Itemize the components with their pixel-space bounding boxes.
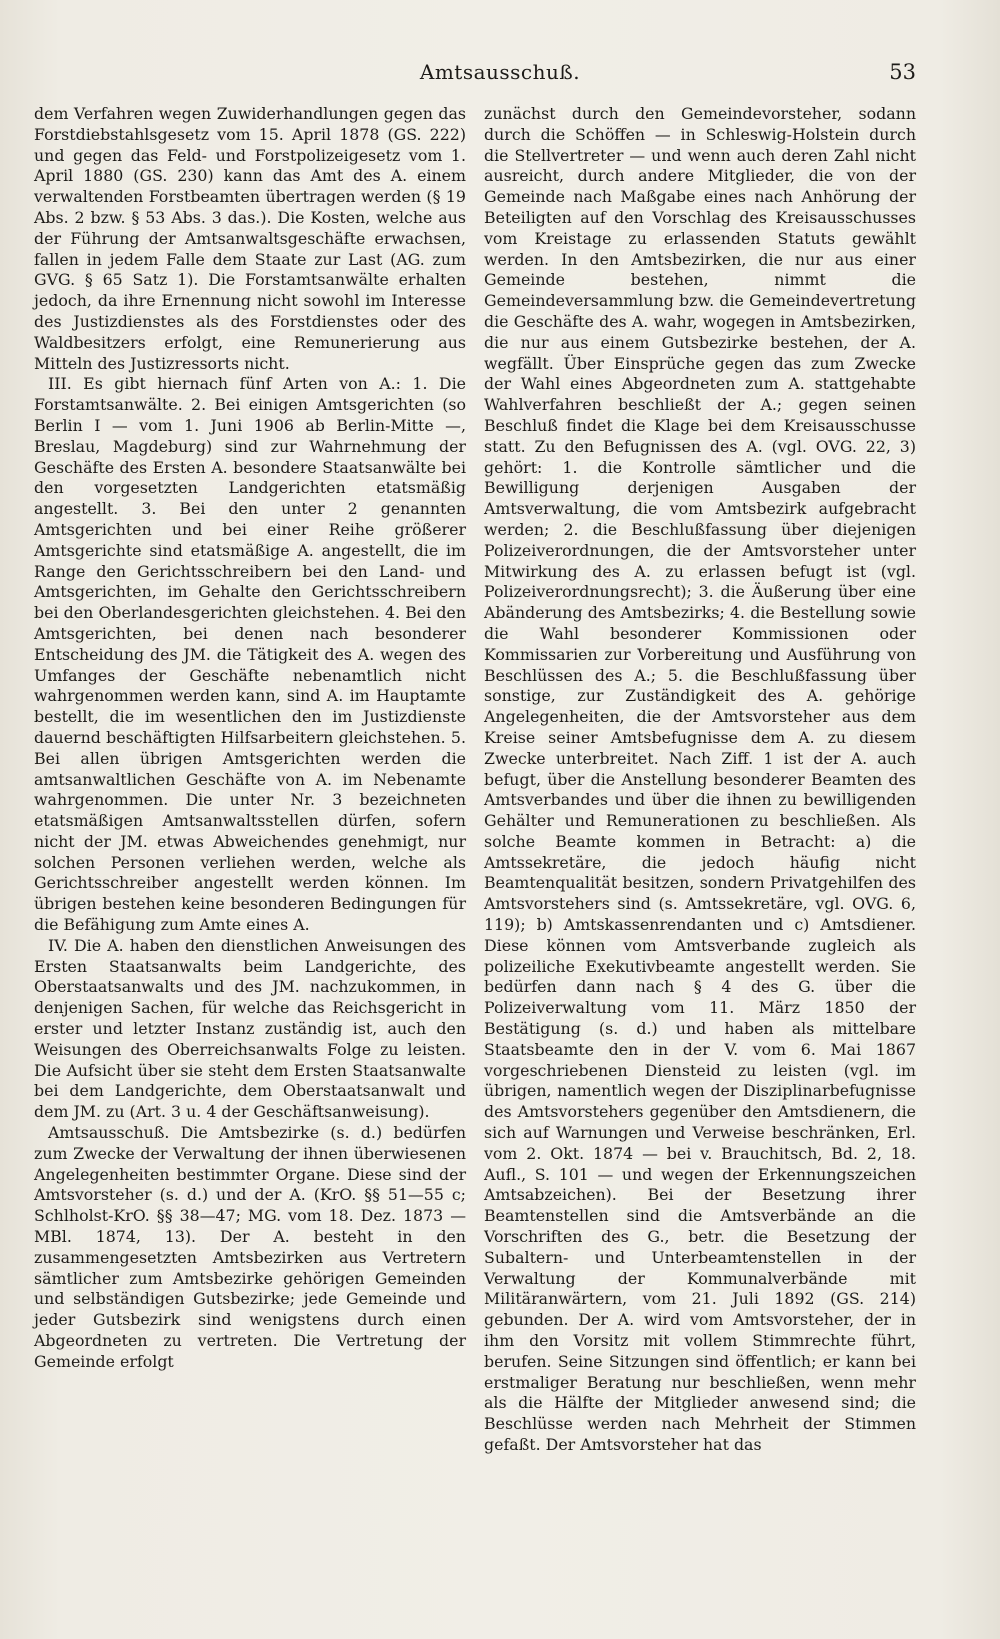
running-title: Amtsausschuß.: [419, 60, 581, 84]
right-column: [484, 104, 916, 1456]
running-head: [0, 60, 1000, 90]
paragraph: dem Verfahren wegen Zuwiderhandlungen gegen das Forstdiebstahlsgesetz vom 15. April 1878 (GS. 222) und gegen das Feld- und Forstpolizeigesetz vom 1. April 1880 (GS. 230) kann das Amt des A. einem verwaltenden Forstbeamten übertragen werden (§ 19 Abs. 2 bzw. § 53 Abs. 3 das.). Die Kosten, welche aus der Führung der Amtsanwaltsgeschäfte erwachsen, fallen in jedem Falle dem Staate zur Last (AG. zum GVG. § 65 Satz 1). Die Forstamtsanwälte erhalten jedoch, da ihre Ernennung nicht sowohl im Interesse des Justizdienstes als des Forstdienstes oder des Waldbesitzers erfolgt, eine Remunerierung aus Mitteln des Justizressorts nicht.: [34, 104, 466, 373]
page-number: 53: [889, 60, 916, 84]
paragraph: III. Es gibt hiernach fünf Arten von A.: 1. Die Forstamtsanwälte. 2. Bei einigen Amtsgerichten (so Berlin I — vom 1. Juni 1906 ab Berlin-Mitte —, Breslau, Magdeburg) sind zur Wahrnehmung der Geschäfte des Ersten A. besondere Staatsanwälte bei den vorgesetzten Landgerichten etatsmäßig angestellt. 3. Bei den unter 2 genannten Amtsgerichten und bei einer Reihe größerer Amtsgerichte sind etatsmäßige A. angestellt, die im Range den Gerichtsschreibern bei den Land- und Amtsgerichten, im Gehalte den Gerichtsschreibern bei den Oberlandesgerichten gleichstehen. 4. Bei den Amtsgerichten, bei denen nach besonderer Entscheidung des JM. die Tätigkeit des A. wegen des Umfanges der Geschäfte nebenamtlich nicht wahrgenommen werden kann, sind A. im Hauptamte bestellt, die im wesentlichen den im Justizdienste dauernd beschäftigten Hilfsarbeitern gleichstehen. 5. Bei allen übrigen Amtsgerichten werden die amtsanwaltlichen Geschäfte von A. im Nebenamte wahrgenommen. Die unter Nr. 3 bezeichneten etatsmäßigen Amtsanwaltsstellen dürfen, sofern nicht der JM. etwas Abweichendes genehmigt, nur solchen Personen verliehen werden, welche als Gerichtsschreiber angestellt werden können. Im übrigen bestehen keine besonderen Bedingungen für die Befähigung zum Amte eines A.: [34, 374, 466, 935]
paragraph: IV. Die A. haben den dienstlichen Anweisungen des Ersten Staatsanwalts beim Landgerichte, des Oberstaatsanwalts und des JM. nachzukommen, in denjenigen Sachen, für welche das Reichsgericht in erster und letzter Instanz zuständig ist, auch den Weisungen des Oberreichsanwalts Folge zu leisten. Die Aufsicht über sie steht dem Ersten Staatsanwalte bei dem Landgerichte, dem Oberstaatsanwalt und dem JM. zu (Art. 3 u. 4 der Geschäftsanweisung).: [34, 935, 466, 1122]
paragraph: Amtsausschuß. Die Amtsbezirke (s. d.) bedürfen zum Zwecke der Verwaltung der ihnen überwiesenen Angelegenheiten bestimmter Organe. Diese sind der Amtsvorsteher (s. d.) und der A. (KrO. §§ 51—55 c; Schlholst-KrO. §§ 38—47; MG. vom 18. Dez. 1873 — MBl. 1874, 13). Der A. besteht in den zusammengesetzten Amtsbezirken aus Vertretern sämtlicher zum Amtsbezirke gehörigen Gemeinden und selbständigen Gutsbezirke; jede Gemeinde und jeder Gutsbezirk sind wenigstens durch einen Abgeordneten zu vertreten. Die Vertretung der Gemeinde erfolgt: [34, 1123, 466, 1371]
left-column: [34, 104, 466, 1373]
paragraph: zunächst durch den Gemeindevorsteher, sodann durch die Schöffen — in Schleswig-Holstein durch die Stellvertreter — und wenn auch deren Zahl nicht ausreicht, durch andere Mitglieder, die von der Gemeinde nach Maßgabe eines nach Anhörung der Beteiligten auf den Vorschlag des Kreisausschusses vom Kreistage zu erlassenden Statuts gewählt werden. In den Amtsbezirken, die nur aus einer Gemeinde bestehen, nimmt die Gemeindeversammlung bzw. die Gemeindevertretung die Geschäfte des A. wahr, wogegen in Amtsbezirken, die nur aus einem Gutsbezirke bestehen, der A. wegfällt. Über Einsprüche gegen das zum Zwecke der Wahl eines Abgeordneten zum A. stattgehabte Wahlverfahren beschließt der A.; gegen seinen Beschluß findet die Klage bei dem Kreisausschusse statt. Zu den Befugnissen des A. (vgl. OVG. 22, 3) gehört: 1. die Kontrolle sämtlicher und die Bewilligung derjenigen Ausgaben der Amtsverwaltung, die vom Amtsbezirk aufgebracht werden; 2. die Beschlußfassung über diejenigen Polizeiverordnungen, die der Amtsvorsteher unter Mitwirkung des A. zu erlassen befugt ist (vgl. Polizeiverordnungsrecht); 3. die Äußerung über eine Abänderung des Amtsbezirks; 4. die Bestellung sowie die Wahl besonderer Kommissionen oder Kommissarien zur Vorbereitung und Ausführung von Beschlüssen des A.; 5. die Beschlußfassung über sonstige, zur Zuständigkeit des A. gehörige Angelegenheiten, die der Amtsvorsteher aus dem Kreise seiner Amtsbefugnisse dem A. zu diesem Zwecke unterbreitet. Nach Ziff. 1 ist der A. auch befugt, über die Anstellung besonderer Beamten des Amtsverbandes und über die ihnen zu bewilligenden Gehälter und Remunerationen zu beschließen. Als solche Beamte kommen in Betracht: a) die Amtssekretäre, die jedoch häufig nicht Beamtenqualität besitzen, sondern Privatgehilfen des Amtsvorstehers sind (s. Amtssekretäre, vgl. OVG. 6, 119); b) Amtskassenrendanten und c) Amtsdiener. Diese können vom Amtsverbande zugleich als polizeiliche Exekutivbeamte angestellt werden. Sie bedürfen dann nach § 4 des G. über die Polizeiverwaltung vom 11. März 1850 der Bestätigung (s. d.) und haben als mittelbare Staatsbeamte den in der V. vom 6. Mai 1867 vorgeschriebenen Diensteid zu leisten (vgl. im übrigen, namentlich wegen der Disziplinarbefugnisse des Amtsvorstehers gegenüber den Amtsdienern, die sich auf Warnungen und Verweise beschränken, Erl. vom 2. Okt. 1874 — bei v. Brauchitsch, Bd. 2, 18. Aufl., S. 101 — und wegen der Erkennungszeichen Amtsabzeichen). Bei der Besetzung ihrer Beamtenstellen sind die Amtsverbände an die Vorschriften des G., betr. die Besetzung der Subaltern- und Unterbeamtenstellen in der Verwaltung der Kommunalverbände mit Militäranwärtern, vom 21. Juli 1892 (GS. 214) gebunden. Der A. wird vom Amtsvorsteher, der in ihm den Vorsitz mit vollem Stimmrechte führt, berufen. Seine Sitzungen sind öffentlich; er kann bei erstmaliger Beratung nur beschließen, wenn mehr als die Hälfte der Mitglieder anwesend sind; die Beschlüsse werden nach Mehrheit der Stimmen gefaßt. Der Amtsvorsteher hat das: [484, 104, 916, 1454]
